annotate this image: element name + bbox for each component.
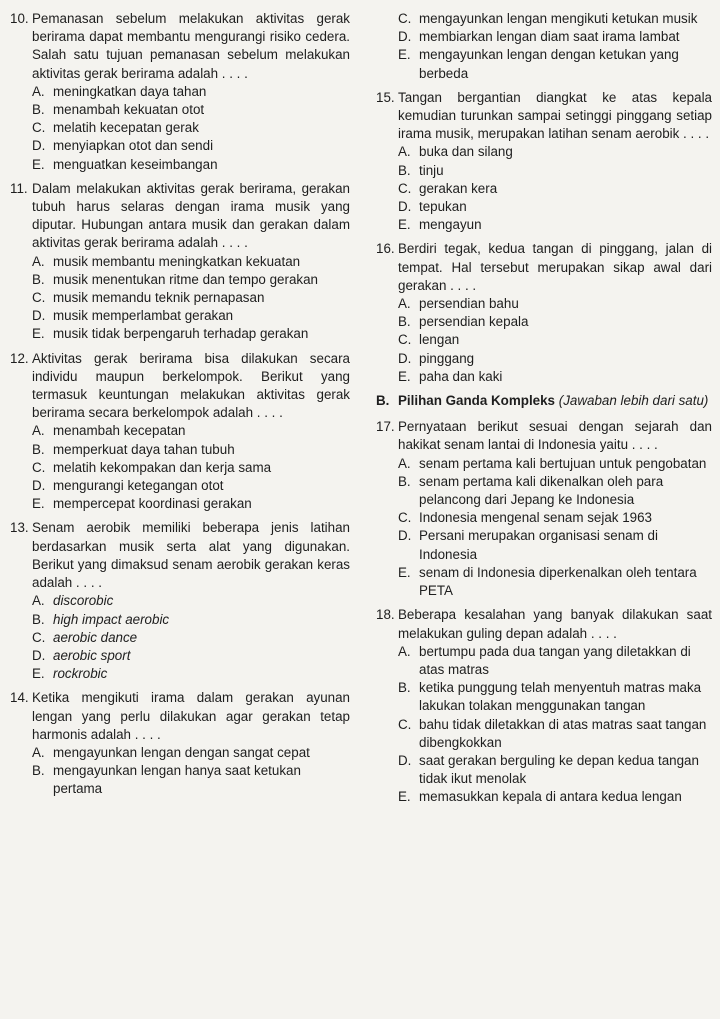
question-10 [10,10,350,174]
option-b[interactable] [32,441,350,459]
option-text: senam di Indonesia diperkenalkan oleh tentara PETA [419,564,697,599]
option-letter: A. [32,83,45,99]
option-letter: E. [32,666,45,682]
option-text: lengan [419,332,460,348]
option-text: meningkatkan daya tahan [53,83,207,99]
option-a[interactable] [32,83,350,101]
option-a[interactable] [32,744,350,762]
option-d[interactable] [398,752,712,788]
option-letter: A. [398,643,411,659]
option-letter: D. [32,478,46,494]
option-letter: C. [398,716,412,732]
option-letter: C. [398,510,412,526]
option-text: mempercepat koordinasi gerakan [53,496,252,512]
option-letter: B. [398,162,411,178]
option-letter: E. [398,564,411,580]
option-text: musik membantu meningkatkan kekuatan [53,253,301,269]
option-text: membiarkan lengan diam saat irama lambat [419,29,680,45]
option-text: ketika punggung telah menyentuh matras maka lakukan tolakan menggunakan tangan [419,680,702,714]
question-text: Pemanasan sebelum melakukan aktivitas gerak berirama dapat membantu mengurangi risiko cedera. Salah satu tujuan pemanasan sebelum melakukan aktivitas gerak berirama adalah . . . . [32,11,350,81]
option-a[interactable] [32,253,350,271]
option-a[interactable] [398,455,712,473]
option-text: bahu tidak diletakkan di atas matras saat tangan dibengkokkan [419,716,707,750]
question-15 [376,89,712,235]
question-number: 18. [376,607,395,623]
option-text: musik tidak berpengaruh terhadap gerakan [53,326,309,342]
question-text: Beberapa kesalahan yang banyak dilakukan saat melakukan guling depan adalah . . . . [398,607,712,641]
option-e[interactable] [398,46,712,82]
option-letter: E. [398,368,411,384]
question-text: Ketika mengikuti irama dalam gerakan ayunan lengan yang perlu dilakukan agar gerakan tetap harmonis adalah . . . . [32,690,350,742]
option-text: aerobic sport [53,647,131,663]
option-letter: B. [32,102,45,118]
question-number: 16. [376,241,395,257]
option-a[interactable] [398,643,712,679]
option-letter: A. [398,144,411,160]
option-letter: A. [398,455,411,471]
question-number: 14. [10,690,29,706]
option-text: mengurangi ketegangan otot [53,478,224,494]
question-number: 10. [10,11,29,26]
option-d[interactable] [32,477,350,495]
option-text: senam pertama kali dikenalkan oleh para pelancong dari Jepang ke Indonesia [419,473,664,508]
option-e[interactable] [32,325,350,343]
option-letter: A. [32,253,45,269]
option-letter: C. [32,290,46,306]
question-number: 13. [10,520,29,536]
option-text: mengayunkan lengan hanya saat ketukan pertama [53,763,301,797]
option-c[interactable] [32,459,350,477]
option-c[interactable] [398,331,712,349]
option-text: mengayunkan lengan dengan ketukan yang berbeda [419,47,679,81]
question-text: Berdiri tegak, kedua tangan di pinggang, jalan di tempat. Hal tersebut merupakan sikap awal dari gerakan . . . . [398,241,712,293]
option-a[interactable] [32,422,350,440]
option-text: rockrobic [53,666,108,682]
option-text: high impact aerobic [53,611,170,627]
option-letter: D. [32,647,46,663]
option-letter: C. [32,120,46,136]
option-text: buka dan silang [419,144,513,160]
option-a[interactable] [398,295,712,313]
option-d[interactable] [398,350,712,368]
option-c[interactable] [32,119,350,137]
option-c[interactable] [398,180,712,198]
option-letter: D. [32,308,46,324]
option-text: menguatkan keseimbangan [53,156,218,172]
option-text: gerakan kera [419,180,498,196]
option-letter: E. [398,47,411,63]
option-letter: C. [398,11,412,26]
option-letter: D. [398,752,412,768]
option-letter: E. [32,326,45,342]
option-e[interactable] [398,368,712,386]
question-text: Aktivitas gerak berirama bisa dilakukan secara individu maupun berkelompok. Berikut yang termasuk keuntungan melakukan aktivitas gerak berirama secara berkelompok adalah . . . . [32,350,350,421]
option-letter: B. [32,611,45,627]
right-column [376,10,712,813]
question-18 [376,606,712,806]
option-letter: B. [398,680,411,696]
section-subtitle: (Jawaban lebih dari satu) [558,393,709,409]
option-text: tinju [419,162,444,178]
option-letter: D. [398,350,412,366]
option-letter: D. [32,138,46,154]
option-text: mengayunkan lengan dengan sangat cepat [53,744,310,760]
question-number: 17. [376,419,395,435]
option-letter: D. [398,528,412,544]
option-letter: B. [32,441,45,457]
question-text: Dalam melakukan aktivitas gerak berirama, gerakan tubuh harus selaras dengan irama musik yang diputar. Hubungan antara musik dan gerakan dalam aktivitas gerak berirama adalah . . . . [32,180,350,251]
option-text: Indonesia mengenal senam sejak 1963 [419,510,653,526]
option-e[interactable] [398,564,712,600]
option-b[interactable] [32,101,350,119]
option-letter: E. [398,789,411,805]
option-e[interactable] [32,665,350,683]
option-letter: A. [32,423,45,439]
option-letter: A. [398,296,411,312]
option-text: mengayunkan lengan mengikuti ketukan musik [419,11,698,26]
question-14-continued [376,10,712,83]
option-letter: A. [32,744,45,760]
option-c[interactable] [398,509,712,527]
option-d[interactable] [398,527,712,563]
option-c[interactable] [32,289,350,307]
option-d[interactable] [32,647,350,665]
option-text: discorobic [53,593,114,609]
option-text: senam pertama kali bertujuan untuk pengobatan [419,455,707,471]
option-text: aerobic dance [53,629,138,645]
option-e[interactable] [398,216,712,234]
question-number: 15. [376,89,395,105]
option-letter: C. [398,332,412,348]
option-text: memasukkan kepala di antara kedua lengan [419,789,682,805]
question-text: Senam aerobik memiliki beberapa jenis latihan berdasarkan musik serta alat yang digunakan. Berikut yang dimaksud senam aerobik gerakan keras adalah . . . . [32,520,350,591]
option-b[interactable] [398,162,712,180]
option-a[interactable] [32,592,350,610]
question-text: Pernyataan berikut sesuai dengan sejarah dan hakikat senam lantai di Indonesia yaitu . . . . [398,419,712,453]
question-12 [10,350,350,514]
option-b[interactable] [398,473,712,509]
option-d[interactable] [398,198,712,216]
option-c[interactable] [32,629,350,647]
question-number: 11. [10,180,28,196]
question-11 [10,180,350,344]
left-column [10,10,350,805]
option-b[interactable] [32,611,350,629]
option-text: persendian kepala [419,314,529,330]
option-letter: E. [32,496,45,512]
option-letter: A. [32,593,45,609]
option-d[interactable] [398,28,712,46]
question-13 [10,519,350,683]
section-letter: B. [376,393,390,409]
option-text: melatih kekompakan dan kerja sama [53,459,272,475]
option-text: musik menentukan ritme dan tempo gerakan [53,271,318,287]
option-text: persendian bahu [419,296,519,312]
option-text: menambah kekuatan otot [53,102,205,118]
option-text: tepukan [419,199,467,215]
option-e[interactable] [32,156,350,174]
option-text: Persani merupakan organisasi senam di Indonesia [419,528,658,562]
option-letter: C. [32,629,46,645]
option-text: musik memperlambat gerakan [53,308,234,324]
option-b[interactable] [398,679,712,715]
question-text: Tangan bergantian diangkat ke atas kepala kemudian turunkan sampai setinggi pinggang setiap irama musik, merupakan latihan senam aerobik . . . . [398,89,712,142]
section-title-group [398,392,708,410]
question-16 [376,240,712,386]
option-letter: B. [32,271,45,287]
option-text: mengayun [419,217,482,233]
option-c[interactable] [398,10,712,28]
option-text: memperkuat daya tahan tubuh [53,441,235,457]
option-letter: B. [32,763,45,779]
option-letter: C. [32,459,46,475]
option-text: pinggang [419,350,475,366]
option-text: melatih kecepatan gerak [53,120,199,136]
option-letter: D. [398,29,412,45]
question-17 [376,418,712,600]
option-a[interactable] [398,143,712,161]
option-letter: E. [398,217,411,233]
option-letter: D. [398,199,412,215]
question-14 [10,689,350,798]
option-text: menyiapkan otot dan sendi [53,138,214,154]
option-b[interactable] [32,762,350,798]
option-text: saat gerakan berguling ke depan kedua tangan tidak ikut menolak [419,752,699,787]
option-e[interactable] [32,495,350,513]
option-b[interactable] [398,313,712,331]
question-number: 12. [10,350,29,366]
option-letter: B. [398,473,411,489]
option-letter: B. [398,314,411,330]
option-d[interactable] [32,137,350,155]
option-b[interactable] [32,271,350,289]
option-d[interactable] [32,307,350,325]
option-letter: E. [32,156,45,172]
option-text: musik memandu teknik pernapasan [53,290,265,306]
option-e[interactable] [398,788,712,806]
option-text: bertumpu pada dua tangan yang diletakkan di atas matras [419,643,691,677]
section-b-heading [376,392,712,410]
option-letter: C. [398,180,412,196]
option-c[interactable] [398,716,712,752]
section-title: Pilihan Ganda Kompleks [398,393,556,409]
option-text: menambah kecepatan [53,423,186,439]
option-text: paha dan kaki [419,368,503,384]
